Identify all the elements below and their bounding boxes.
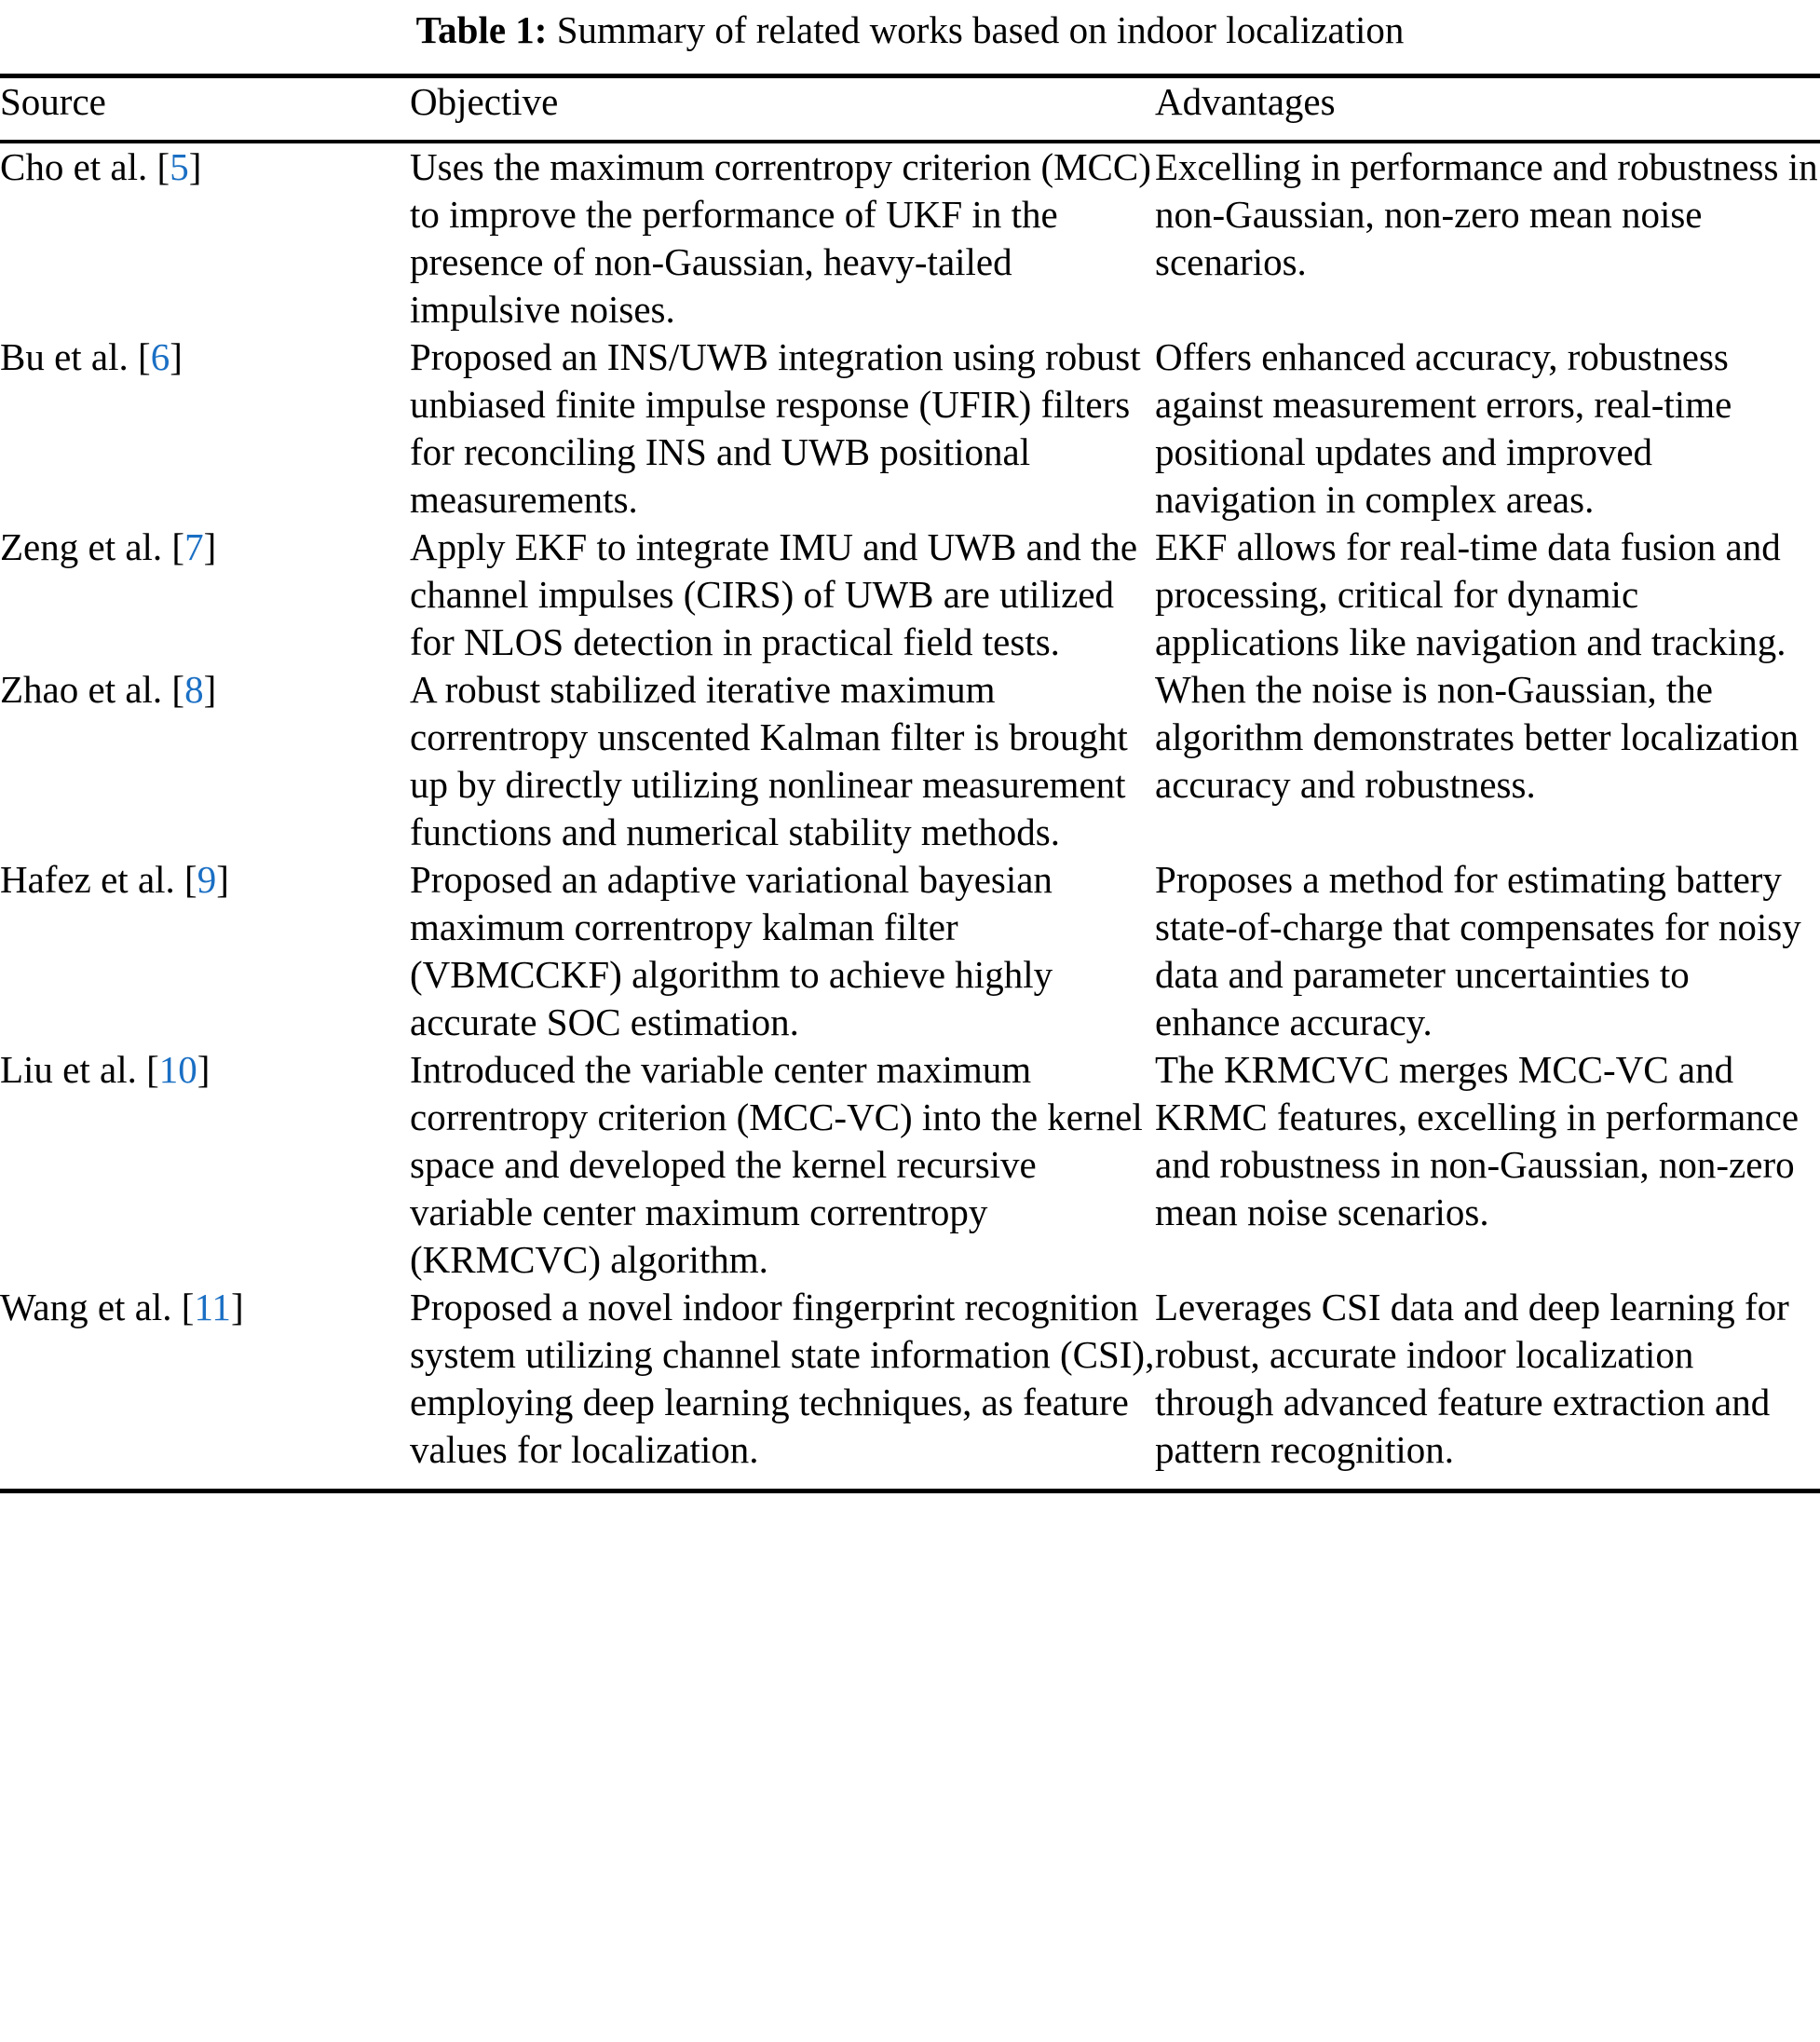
citation-bracket-close: ]	[203, 525, 217, 568]
cell-objective: A robust stabilized iterative maximum correntropy unscented Kalman filter is brought up by directly utilizing nonlinear measurement functions and numerical stability methods.	[410, 668, 1128, 853]
citation-bracket-open: [	[138, 335, 151, 378]
table-caption-text: Summary of related works based on indoor localization	[556, 8, 1405, 51]
table-bottom-rule	[0, 1489, 1820, 1493]
citation-link[interactable]: 7	[184, 525, 204, 568]
table-row	[0, 334, 1820, 524]
cell-source	[0, 143, 410, 334]
citation-link[interactable]: 10	[158, 1048, 197, 1091]
related-works-table	[0, 78, 1820, 140]
table-header-row	[0, 78, 1820, 140]
table-row	[0, 143, 1820, 334]
column-header-source: Source	[0, 80, 106, 123]
cell-advantages: The KRMCVC merges MCC-VC and KRMC features, excelling in performance and robustness in non-Gaussian, non-zero mean noise scenarios.	[1155, 1048, 1800, 1233]
cell-objective: Uses the maximum correntropy criterion (MCC) to improve the performance of UKF in the presence of non-Gaussian, heavy-tailed impulsive noises.	[410, 145, 1151, 331]
source-author: Zeng et al.	[0, 525, 172, 568]
cell-source	[0, 856, 410, 1046]
cell-advantages: Proposes a method for estimating battery state-of-charge that compensates for noisy data and parameter uncertainties to enhance accuracy.	[1155, 858, 1801, 1043]
citation-bracket-open: [	[146, 1048, 159, 1091]
citation-link[interactable]: 5	[170, 145, 189, 188]
related-works-table-body	[0, 143, 1820, 1474]
citation-bracket-open: [	[181, 1286, 195, 1328]
citation-bracket-open: [	[171, 668, 185, 711]
cell-advantages: EKF allows for real-time data fusion and processing, critical for dynamic applications like navigation and tracking.	[1155, 525, 1786, 663]
citation-bracket-open: [	[184, 858, 197, 901]
citation-link[interactable]: 8	[184, 668, 204, 711]
citation-bracket-close: ]	[170, 335, 183, 378]
source-author: Bu et al.	[0, 335, 139, 378]
citation-bracket-open: [	[156, 145, 170, 188]
citation-link[interactable]: 9	[197, 858, 217, 901]
source-author: Wang et al.	[0, 1286, 182, 1328]
citation-link[interactable]: 6	[150, 335, 170, 378]
citation-bracket-close: ]	[197, 1048, 211, 1091]
source-author: Liu et al.	[0, 1048, 147, 1091]
cell-objective: Proposed a novel indoor fingerprint recognition system utilizing channel state information (CSI), employing deep learning techniques, as feature values for localization.	[410, 1286, 1155, 1471]
table-tail-spacer	[0, 1474, 1820, 1489]
citation-bracket-close: ]	[203, 668, 217, 711]
source-author: Hafez et al.	[0, 858, 185, 901]
source-author: Zhao et al.	[0, 668, 172, 711]
cell-objective: Apply EKF to integrate IMU and UWB and the channel impulses (CIRS) of UWB are utilized for NLOS detection in practical field tests.	[410, 525, 1138, 663]
table-row	[0, 524, 1820, 666]
cell-source	[0, 524, 410, 666]
table-body	[0, 143, 1820, 1474]
cell-objective: Proposed an adaptive variational bayesian maximum correntropy kalman filter (VBMCCKF) algorithm to achieve highly accurate SOC estimation.	[410, 858, 1053, 1043]
citation-bracket-open: [	[171, 525, 185, 568]
table-caption-label: Table 1:	[415, 8, 548, 51]
table-row	[0, 666, 1820, 856]
cell-objective: Introduced the variable center maximum correntropy criterion (MCC-VC) into the kernel space and developed the kernel recursive variable center maximum correntropy (KRMCVC) algorithm.	[410, 1048, 1143, 1281]
cell-source	[0, 666, 410, 856]
cell-advantages: Offers enhanced accuracy, robustness against measurement errors, real-time positional updates and improved navigation in complex areas.	[1155, 335, 1732, 521]
cell-source	[0, 1284, 410, 1474]
citation-bracket-close: ]	[230, 1286, 244, 1328]
cell-objective: Proposed an INS/UWB integration using robust unbiased finite impulse response (UFIR) filters for reconciling INS and UWB positional measurements.	[410, 335, 1141, 521]
column-header-objective: Objective	[410, 80, 559, 123]
column-header-advantages: Advantages	[1155, 80, 1336, 123]
table-caption	[0, 0, 1820, 56]
table-row	[0, 856, 1820, 1046]
cell-source	[0, 1046, 410, 1284]
citation-bracket-close: ]	[216, 858, 229, 901]
table-row	[0, 1284, 1820, 1474]
cell-advantages: Excelling in performance and robustness in non-Gaussian, non-zero mean noise scenarios.	[1155, 145, 1818, 283]
citation-bracket-close: ]	[188, 145, 202, 188]
cell-advantages: Leverages CSI data and deep learning for robust, accurate indoor localization through advanced feature extraction and pattern recognition.	[1155, 1286, 1789, 1471]
citation-link[interactable]: 11	[194, 1286, 231, 1328]
cell-source	[0, 334, 410, 524]
cell-advantages: When the noise is non-Gaussian, the algorithm demonstrates better localization accuracy and robustness.	[1155, 668, 1800, 806]
source-author: Cho et al.	[0, 145, 157, 188]
table-row	[0, 1046, 1820, 1284]
